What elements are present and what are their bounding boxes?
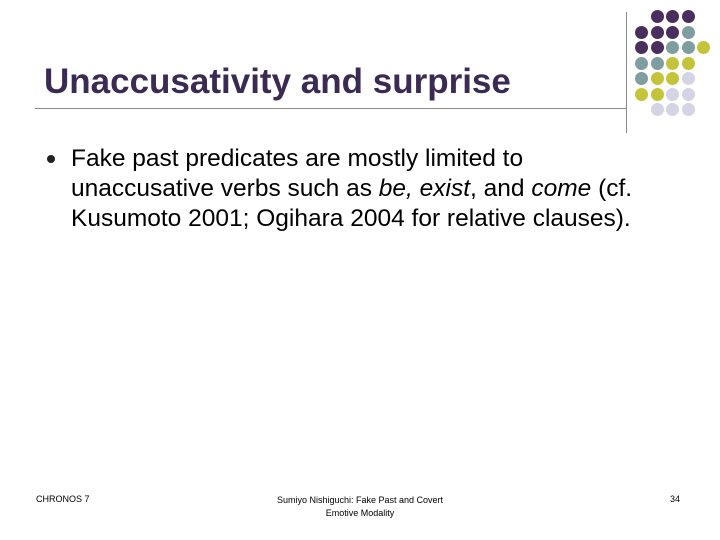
decorative-dot xyxy=(682,72,695,85)
decorative-dot xyxy=(682,57,695,70)
slide-title: Unaccusativity and surprise xyxy=(44,62,511,101)
decorative-dot xyxy=(651,26,664,39)
vertical-divider xyxy=(626,12,627,133)
decorative-dot xyxy=(651,57,664,70)
decorative-dot xyxy=(666,103,679,116)
footer-center-line-2: Emotive Modality xyxy=(325,508,395,518)
bullet-icon xyxy=(47,155,55,163)
decorative-dot xyxy=(666,41,679,54)
decorative-dot xyxy=(666,72,679,85)
footer-left-label: CHRONOS 7 xyxy=(36,494,90,504)
decorative-dot xyxy=(635,57,648,70)
decorative-dot xyxy=(666,88,679,101)
bullet-italic-1: be, exist xyxy=(378,175,471,202)
decorative-dot xyxy=(635,41,648,54)
decorative-dot xyxy=(651,72,664,85)
decorative-dot xyxy=(682,26,695,39)
page-number: 34 xyxy=(669,494,680,504)
decorative-dot xyxy=(682,10,695,23)
bullet-italic-2: come xyxy=(531,175,592,202)
bullet-text-1: Fake past predicates are mostly limited to unaccusative verbs such as xyxy=(71,145,524,202)
bullet-text-3: (cf. Kusumoto 2001; Ogihara 2004 for relative clauses). xyxy=(71,175,633,232)
decorative-dot xyxy=(666,57,679,70)
decorative-dot xyxy=(666,26,679,39)
decorative-dot xyxy=(635,26,648,39)
decorative-dot xyxy=(651,41,664,54)
decorative-dot xyxy=(682,41,695,54)
decorative-dot xyxy=(697,41,710,54)
decorative-dot xyxy=(682,103,695,116)
decorative-dot xyxy=(635,88,648,101)
bullet-list xyxy=(46,144,666,234)
decorative-dot xyxy=(666,10,679,23)
decorative-dot xyxy=(651,103,664,116)
bullet-text-2: , and xyxy=(470,175,532,202)
decorative-dot xyxy=(635,72,648,85)
decorative-dot xyxy=(651,10,664,23)
footer-center-line-1: Sumiyo Nishiguchi: Fake Past and Covert xyxy=(276,495,444,505)
decorative-dot xyxy=(651,88,664,101)
decorative-dot xyxy=(682,88,695,101)
title-divider xyxy=(35,108,626,109)
footer-center-label xyxy=(240,494,480,520)
bullet-item xyxy=(46,144,666,234)
